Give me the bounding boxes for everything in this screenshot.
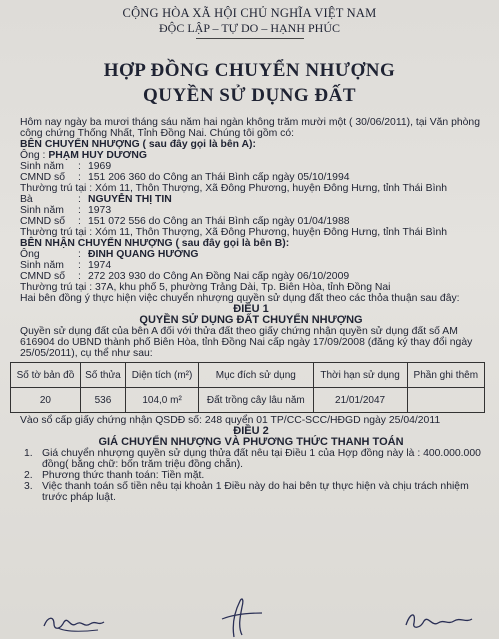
land-parcel-table bbox=[10, 362, 485, 413]
table-header-cell: Diện tích (m²) bbox=[126, 363, 199, 388]
table-header-cell: Số thửa bbox=[80, 363, 125, 388]
party-a-person1-addr-row: Thường trú tại : Xóm 11, Thôn Thượng, Xã Đông Phương, huyện Đông Hưng, tỉnh Thái Bình bbox=[20, 183, 448, 194]
list-item: 2. Phương thức thanh toán: Tiền mặt. bbox=[24, 470, 205, 481]
party-a-person2-addr-row: Thường trú tại : Xóm 11, Thôn Thượng, Xã Đông Phương, huyện Đông Hưng, tỉnh Thái Bình bbox=[20, 227, 448, 238]
table-header-cell: Thời hạn sử dụng bbox=[313, 363, 407, 388]
party-b-birth-row: Sinh năm : 1974 bbox=[20, 260, 112, 271]
table-cell: 104,0 m² bbox=[126, 388, 199, 413]
party-b-heading: BÊN NHẬN CHUYỂN NHƯỢNG ( sau đây gọi là bên B): bbox=[20, 238, 290, 249]
table-cell: 20 bbox=[11, 388, 81, 413]
party-a-person1-id: 151 206 360 do Công an Thái Bình cấp ngày 05/10/1994 bbox=[88, 172, 350, 183]
party-b-birth: 1974 bbox=[88, 260, 112, 271]
party-b-id: 272 203 930 do Công An Đồng Nai cấp ngày 06/10/2009 bbox=[88, 271, 350, 282]
article1-title: QUYỀN SỬ DỤNG ĐẤT CHUYỂN NHƯỢNG bbox=[139, 314, 363, 326]
party-a-person1-birth-row: Sinh năm : 1969 bbox=[20, 161, 112, 172]
party-a-person1-birth: 1969 bbox=[88, 161, 112, 172]
addr-label: Thường trú tại bbox=[20, 227, 87, 238]
party-a-person1-addr: Xóm 11, Thôn Thượng, Xã Đông Phương, huyện Đông Hưng, tỉnh Thái Bình bbox=[95, 183, 448, 194]
party-a-person1-title: Ông : bbox=[20, 150, 46, 161]
birth-label: Sinh năm bbox=[20, 205, 64, 216]
party-b-addr-row: Thường trú tại : 37A, khu phố 5, phường Trảng Dài, Tp. Biên Hòa, tỉnh Đồng Nai bbox=[20, 282, 391, 293]
table-cell bbox=[407, 388, 484, 413]
addr-label: Thường trú tại bbox=[20, 282, 87, 293]
addr-label: Thường trú tại bbox=[20, 183, 87, 194]
table-header-cell: Số tờ bản đồ bbox=[11, 363, 81, 388]
table-row bbox=[11, 388, 485, 413]
list-item: 3. Việc thanh toán số tiền nêu tại khoản 1 Điều này do hai bên tự thực hiện và chịu trách nhiệm trước pháp luật. bbox=[24, 481, 469, 503]
document-title-line1: HỢP ĐỒNG CHUYỂN NHƯỢNG bbox=[103, 60, 396, 81]
id-label: CMND số bbox=[20, 216, 66, 227]
intro-paragraph: Hôm nay ngày ba mươi tháng sáu năm hai ngàn không trăm mười một ( 30/06/2011), tại Văn phòng công chứng Thống Nhất, Tỉnh Đồng Nai. Chúng tôi gồm có: bbox=[20, 117, 480, 139]
party-a-person2-addr: Xóm 11, Thôn Thượng, Xã Đông Phương, huyện Đông Hưng, tỉnh Thái Bình bbox=[95, 227, 448, 238]
party-b-name: ĐINH QUANG HƯỚNG bbox=[88, 249, 199, 260]
table-header-row bbox=[11, 363, 485, 388]
article2-label: ĐIỀU 2 bbox=[233, 425, 269, 437]
table-header-cell: Phần ghi thêm bbox=[407, 363, 484, 388]
table-cell: 21/01/2047 bbox=[313, 388, 407, 413]
party-b-name-row: Ông : ĐINH QUANG HƯỚNG bbox=[20, 249, 199, 260]
table-header-cell: Mục đích sử dụng bbox=[199, 363, 314, 388]
motto-underline bbox=[196, 38, 304, 39]
article1-label: ĐIỀU 1 bbox=[233, 303, 269, 315]
party-b-signature bbox=[40, 608, 120, 636]
article2-title: GIÁ CHUYỂN NHƯỢNG VÀ PHƯƠNG THỨC THANH TOÁN bbox=[98, 436, 404, 448]
party-a-person2-birth-row: Sinh năm : 1973 bbox=[20, 205, 112, 216]
list-item: 1. Giá chuyển nhượng quyền sử dụng thửa đất nêu tại Điều 1 của Hợp đồng này là : 400.000.000 đồng( bằng chữ: bốn trăm triệu đồng chẵn). bbox=[24, 448, 481, 470]
registry-line: Vào sổ cấp giấy chứng nhận QSDĐ số: 248 quyển 01 TP/CC-SCC/HĐGD ngày 25/04/2011 bbox=[20, 415, 441, 426]
witness-signature bbox=[400, 605, 478, 635]
party-b-addr: 37A, khu phố 5, phường Trảng Dài, Tp. Biên Hòa, tỉnh Đồng Nai bbox=[95, 282, 391, 293]
document-title-line2: QUYỀN SỬ DỤNG ĐẤT bbox=[142, 85, 357, 106]
party-a-person2-title: Bà bbox=[20, 194, 33, 205]
article1-text: Quyền sử dụng đất của bên A đối với thửa đất theo giấy chứng nhận quyền sử dụng đất số AM 616904 do UBND thành phố Biên Hòa, tỉnh Đồng Nai cấp ngày 17/09/2008 (đăng ký thay đổi ngày 25/05/2011), cụ thể như sau: bbox=[20, 326, 473, 359]
id-label: CMND số bbox=[20, 172, 66, 183]
party-a-person1-name-row bbox=[20, 150, 482, 161]
party-a-heading: BÊN CHUYỂN NHƯỢNG ( sau đây gọi là bên A): bbox=[20, 139, 256, 150]
birth-label: Sinh năm bbox=[20, 161, 64, 172]
party-a-person2-name-row: Bà : NGUYỄN THỊ TIN bbox=[20, 194, 172, 205]
birth-label: Sinh năm bbox=[20, 260, 64, 271]
party-a-person2-id: 151 072 556 do Công an Thái Bình cấp ngày 01/04/1988 bbox=[88, 216, 350, 227]
party-b-title: Ông bbox=[20, 249, 40, 260]
party-a-person1-name: PHẠM HUY DƯƠNG bbox=[48, 150, 148, 161]
agreement-line: Hai bên đồng ý thực hiện việc chuyển nhượng quyền sử dụng đất theo các thỏa thuận sau đây: bbox=[20, 293, 460, 304]
national-title: CỘNG HÒA XÃ HỘI CHỦ NGHĨA VIỆT NAM bbox=[122, 6, 377, 20]
table-cell: 536 bbox=[80, 388, 125, 413]
id-label: CMND số bbox=[20, 271, 66, 282]
party-a-signature bbox=[212, 595, 272, 639]
party-a-person1-id-row: CMND số : 151 206 360 do Công an Thái Bình cấp ngày 05/10/1994 bbox=[20, 172, 350, 183]
party-a-person2-birth: 1973 bbox=[88, 205, 112, 216]
table-cell: Đất trồng cây lâu năm bbox=[199, 388, 314, 413]
article2-list bbox=[20, 448, 482, 503]
party-a-person2-id-row: CMND số : 151 072 556 do Công an Thái Bình cấp ngày 01/04/1988 bbox=[20, 216, 350, 227]
party-a-person2-name: NGUYỄN THỊ TIN bbox=[88, 194, 172, 205]
party-b-id-row: CMND số : 272 203 930 do Công An Đồng Nai cấp ngày 06/10/2009 bbox=[20, 271, 350, 282]
contract-body bbox=[16, 117, 482, 503]
national-motto: ĐỘC LẬP – TỰ DO – HẠNH PHÚC bbox=[159, 21, 340, 35]
